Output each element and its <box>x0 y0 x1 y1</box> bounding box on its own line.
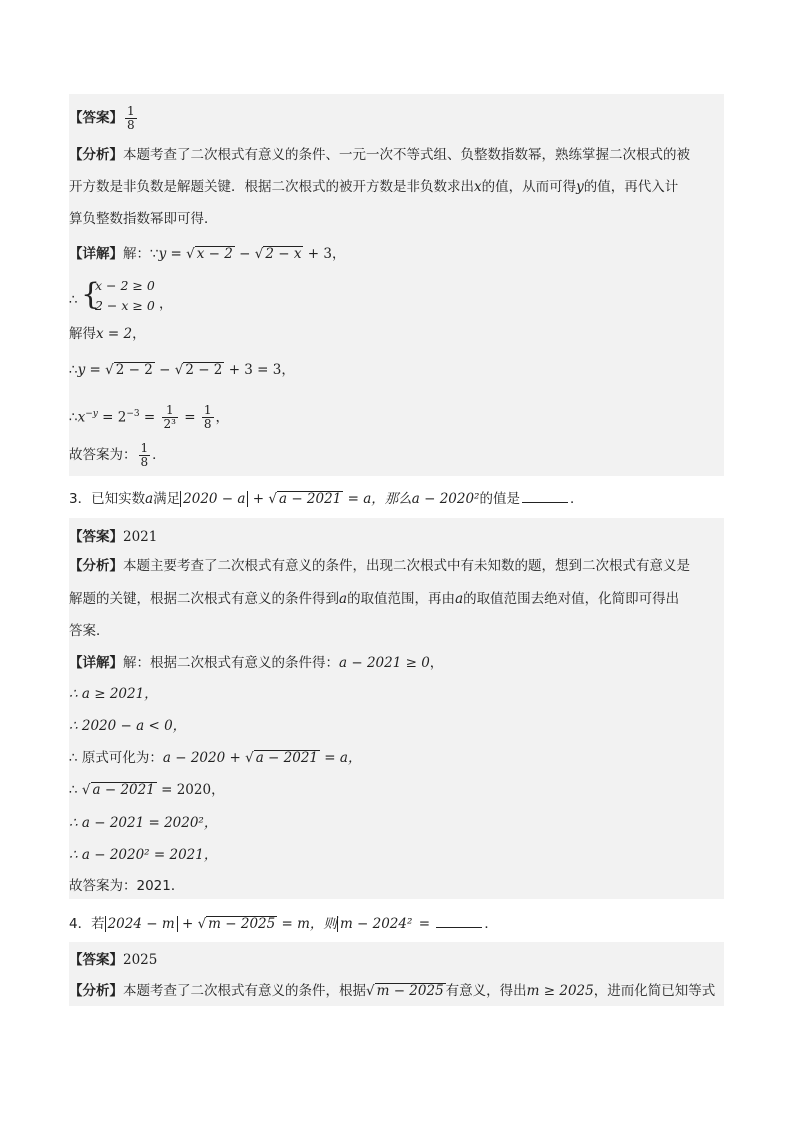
detail3-step-1: ∴ a ≥ 2021， <box>69 686 158 702</box>
eq4-line: $\therefore x^{-y} = 2^{-3}$ = $\frac{1}{\text{2³}}$ = $\frac{1}{8}$ ， <box>69 403 230 431</box>
answer-blank <box>522 488 568 503</box>
detail3-line-1: 【详解】解：根据二次根式有意义的条件得：a − 2021 ≥ 0， <box>69 655 444 671</box>
analysis3-line-3: 答案． <box>69 623 110 639</box>
answer-fraction: $\frac{1}{8}$ <box>127 103 135 132</box>
analysis-line-2: 开方数是非负数是解题关键．根据二次根式的被开方数是非负数求出x的值，从而可得y的值，再代入计 <box>69 179 679 195</box>
answer-blank <box>436 913 482 928</box>
detail3-step-4: ∴ √ a − 2021 = 2020， <box>69 782 225 798</box>
analysis3-line-2: 解题的关键，根据二次根式有意义的条件得到a的取值范围，再由a的取值范围去绝对值，化简即可得出 <box>69 591 680 607</box>
final-line-3: 故答案为：2021． <box>69 878 185 894</box>
answer-line-4: 【答案】2025 <box>69 952 158 968</box>
eq3-line: ∴y = √ 2 − 2 − √ 2 − 2 + 3 = 3， <box>69 362 295 378</box>
detail3-step-6: ∴ a − 2020² = 2021， <box>69 847 218 863</box>
system-line: ∴ { x − 2 ≥ 0 2 − x ≥ 0 ， <box>69 277 173 313</box>
detail3-step-5: ∴ a − 2021 = 2020²， <box>69 815 218 831</box>
question-4: 4．若 2024 − m + √ m − 2025 = m，则 m − 2024² = ． <box>69 913 724 934</box>
analysis4-line-1: 【分析】本题考查了二次根式有意义的条件，根据√ m − 2025 有意义，得出m ≥ 2025，进而化简已知等式 <box>69 983 716 999</box>
solve-line: 解得x = 2， <box>69 326 146 342</box>
analysis-line-1: 【分析】本题考查了二次根式有意义的条件、一元一次不等式组、负整数指数幂，熟练掌握二次根式的被 <box>69 147 690 163</box>
detail3-step-3: ∴ 原式可化为：a − 2020 + √ a − 2021 = a， <box>69 750 362 766</box>
detail3-step-2: ∴ 2020 − a < 0， <box>69 718 187 734</box>
detail-line-1: 【详解】解：∵y = √ x − 2 − √ 2 − x + 3， <box>69 246 346 262</box>
answer-line-3: 【答案】2021 <box>69 529 158 545</box>
analysis3-line-1: 【分析】本题主要考查了二次根式有意义的条件，出现二次根式中有未知数的题，想到二次根式有意义是 <box>69 558 690 574</box>
answer-line: 【答案】 $\frac{1}{8}$ <box>69 103 135 132</box>
question-3: 3．已知实数a满足 2020 − a + √ a − 2021 = a，那么a − 2020²的值是 ． <box>69 488 724 509</box>
analysis-line-3: 算负整数指数幂即可得． <box>69 211 218 227</box>
final-line-2: 故答案为： $\frac{1}{8}$ ． <box>69 440 166 469</box>
